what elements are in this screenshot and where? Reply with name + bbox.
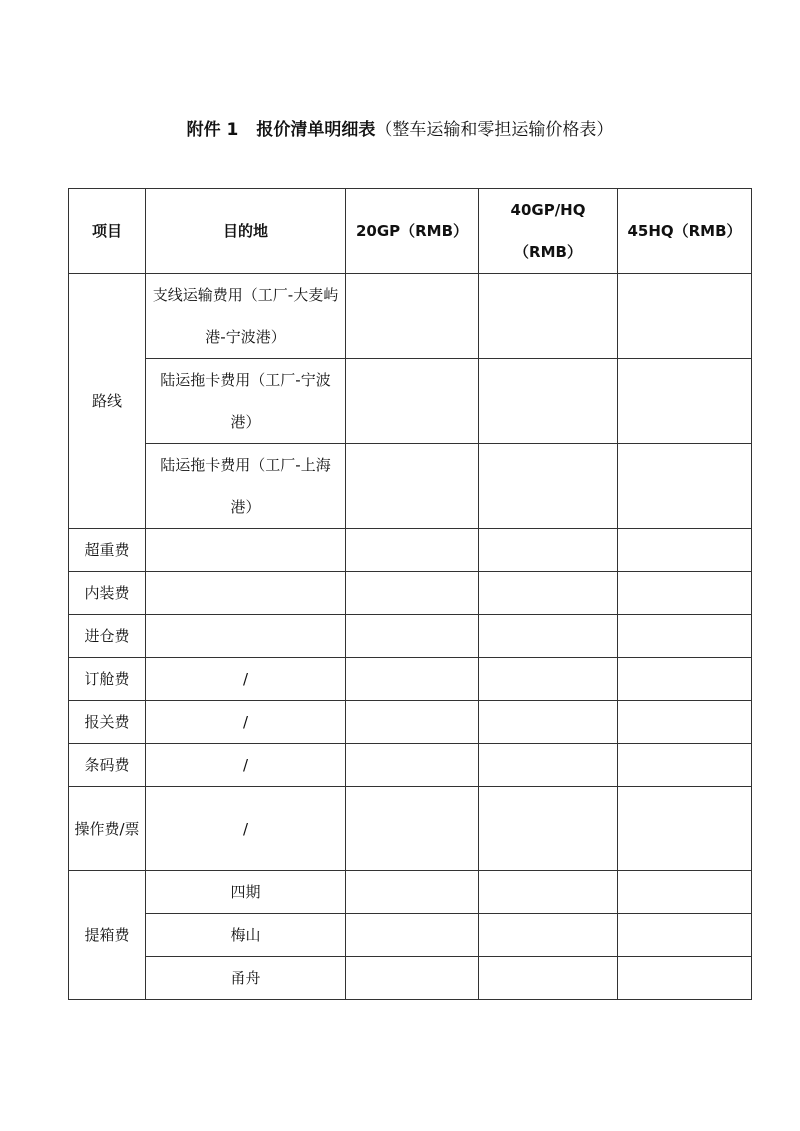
price-cell-45hq[interactable]: [618, 744, 752, 787]
price-cell-20gp[interactable]: [346, 572, 479, 615]
price-cell-45hq[interactable]: [618, 359, 752, 444]
table-row: [69, 701, 752, 744]
fee-destination: /: [146, 658, 346, 701]
fee-item: 进仓费: [69, 615, 146, 658]
price-cell-20gp[interactable]: [346, 701, 479, 744]
price-cell-20gp[interactable]: [346, 871, 479, 914]
header-item: 项目: [69, 189, 146, 274]
header-20gp: 20GP（RMB）: [346, 189, 479, 274]
header-row: [69, 189, 752, 274]
header-destination: 目的地: [146, 189, 346, 274]
table-row: [69, 274, 752, 359]
header-45hq: 45HQ（RMB）: [618, 189, 752, 274]
pickup-destination: 甬舟: [146, 957, 346, 1000]
price-cell-40gp[interactable]: [479, 744, 618, 787]
price-cell-40gp[interactable]: [479, 615, 618, 658]
price-cell-45hq[interactable]: [618, 572, 752, 615]
price-cell-40gp[interactable]: [479, 658, 618, 701]
table-row: [69, 658, 752, 701]
price-cell-45hq[interactable]: [618, 529, 752, 572]
header-40gp-line2: （RMB）: [514, 243, 582, 261]
route-destination: 陆运拖卡费用（工厂-宁波港）: [146, 359, 346, 444]
quotation-table: [68, 188, 752, 1000]
price-cell-45hq[interactable]: [618, 787, 752, 871]
price-cell-20gp[interactable]: [346, 529, 479, 572]
price-cell-45hq[interactable]: [618, 871, 752, 914]
route-destination: 支线运输费用（工厂-大麦屿港-宁波港）: [146, 274, 346, 359]
attachment-label: 附件 1: [186, 120, 239, 140]
price-cell-45hq[interactable]: [618, 701, 752, 744]
price-cell-20gp[interactable]: [346, 914, 479, 957]
fee-item: 订舱费: [69, 658, 146, 701]
fee-item: 报关费: [69, 701, 146, 744]
price-cell-40gp[interactable]: [479, 957, 618, 1000]
price-cell-45hq[interactable]: [618, 615, 752, 658]
fee-destination: [146, 572, 346, 615]
price-cell-20gp[interactable]: [346, 787, 479, 871]
price-cell-20gp[interactable]: [346, 359, 479, 444]
price-cell-20gp[interactable]: [346, 274, 479, 359]
table-row: [69, 572, 752, 615]
fee-destination: [146, 529, 346, 572]
price-cell-20gp[interactable]: [346, 615, 479, 658]
price-cell-20gp[interactable]: [346, 957, 479, 1000]
table-row: [69, 744, 752, 787]
price-cell-45hq[interactable]: [618, 914, 752, 957]
table-row: [69, 957, 752, 1000]
pickup-destination: 梅山: [146, 914, 346, 957]
fee-destination: /: [146, 787, 346, 871]
pickup-destination: 四期: [146, 871, 346, 914]
price-cell-45hq[interactable]: [618, 274, 752, 359]
table-row: [69, 615, 752, 658]
header-40gp: [479, 189, 618, 274]
price-cell-40gp[interactable]: [479, 572, 618, 615]
price-cell-40gp[interactable]: [479, 701, 618, 744]
table-row: [69, 359, 752, 444]
price-cell-20gp[interactable]: [346, 444, 479, 529]
price-cell-40gp[interactable]: [479, 444, 618, 529]
title-main: 报价清单明细表: [256, 120, 376, 140]
table-row: [69, 871, 752, 914]
price-cell-40gp[interactable]: [479, 787, 618, 871]
price-cell-40gp[interactable]: [479, 274, 618, 359]
price-cell-45hq[interactable]: [618, 957, 752, 1000]
route-destination: 陆运拖卡费用（工厂-上海港）: [146, 444, 346, 529]
table-row: [69, 444, 752, 529]
price-cell-20gp[interactable]: [346, 658, 479, 701]
title-sub: （整车运输和零担运输价格表）: [375, 120, 614, 140]
table-row: [69, 787, 752, 871]
price-cell-40gp[interactable]: [479, 871, 618, 914]
price-cell-40gp[interactable]: [479, 914, 618, 957]
pickup-group-label: 提箱费: [69, 871, 146, 1000]
table-row: [69, 529, 752, 572]
document-title: [0, 116, 800, 144]
fee-item: 条码费: [69, 744, 146, 787]
route-group-label: 路线: [69, 274, 146, 529]
header-40gp-line1: 40GP/HQ: [510, 201, 586, 219]
fee-destination: [146, 615, 346, 658]
fee-destination: /: [146, 744, 346, 787]
price-cell-45hq[interactable]: [618, 658, 752, 701]
table-row: [69, 914, 752, 957]
price-cell-40gp[interactable]: [479, 359, 618, 444]
price-cell-45hq[interactable]: [618, 444, 752, 529]
fee-item: 超重费: [69, 529, 146, 572]
fee-item: 内装费: [69, 572, 146, 615]
price-cell-20gp[interactable]: [346, 744, 479, 787]
price-cell-40gp[interactable]: [479, 529, 618, 572]
fee-item: 操作费/票: [69, 787, 146, 871]
fee-destination: /: [146, 701, 346, 744]
